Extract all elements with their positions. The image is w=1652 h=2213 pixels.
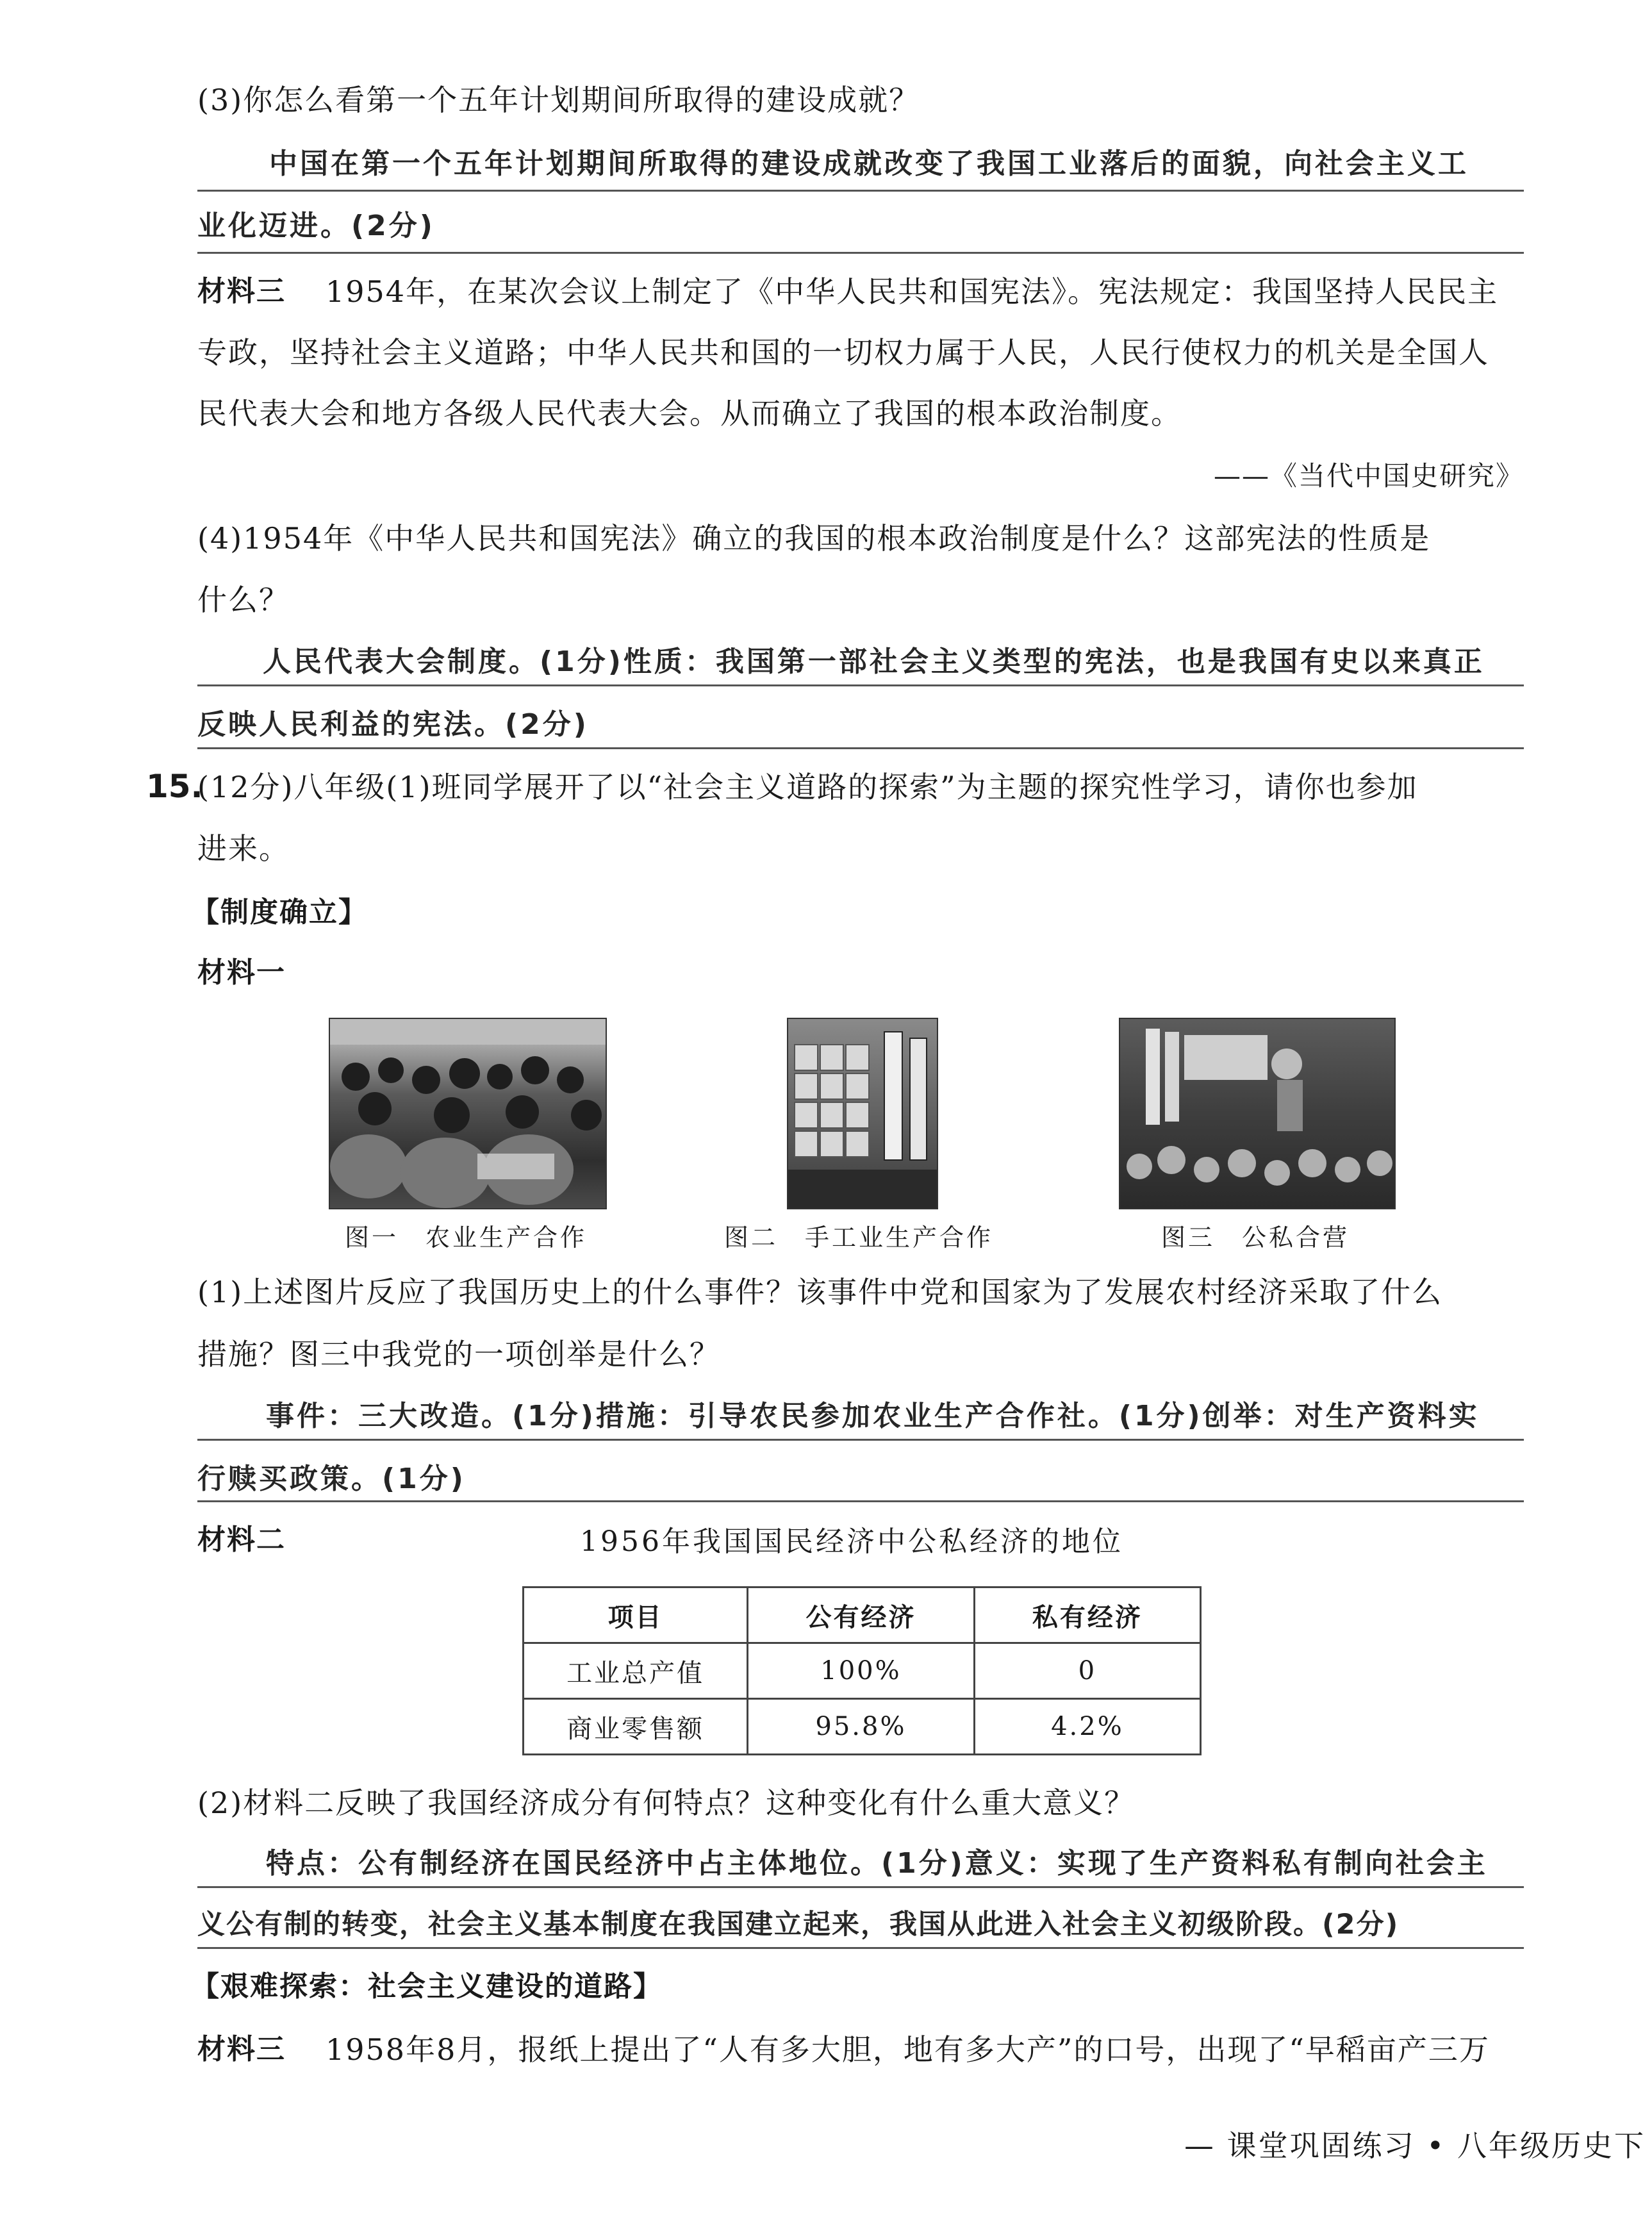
answer-rule	[197, 1886, 1524, 1888]
celebration-illustration	[1120, 1019, 1394, 1208]
q15-stem-line1: (12分)八年级(1)班同学展开了以“社会主义道路的探索”为主题的探究性学习，请你也参加	[197, 770, 1418, 804]
q3-answer-line2: 业化迈进。(2分)	[197, 210, 435, 242]
table-header: 项目	[524, 1587, 748, 1643]
q3-question: (3)你怎么看第一个五年计划期间所取得的建设成就？	[197, 83, 920, 117]
page-footer: — 课堂巩固练习 • 八年级历史下	[1184, 2128, 1646, 2163]
material3b-label: 材料三	[197, 2033, 286, 2066]
material3a-label: 材料三	[197, 275, 286, 308]
stacked-goods-illustration	[788, 1019, 937, 1208]
q15-stem-line2: 进来。	[197, 831, 290, 866]
section-heading-exploration: 【艰难探索：社会主义建设的道路】	[191, 1970, 663, 2003]
q4-question-line1: (4)1954年《中华人民共和国宪法》确立的我国的根本政治制度是什么？这部宪法的性质是	[197, 521, 1431, 556]
photo-joint-state-private	[1119, 1018, 1396, 1209]
table-header: 公有经济	[748, 1587, 975, 1643]
q15-1-question-line1: (1)上述图片反应了我国历史上的什么事件？该事件中党和国家为了发展农村经济采取了什么	[197, 1275, 1443, 1309]
material1-label: 材料一	[197, 956, 286, 989]
table-header-row	[524, 1587, 1201, 1643]
material3b-line1: 1958年8月，报纸上提出了“人有多大胆，地有多大产”的口号，出现了“早稻亩产三万	[326, 2032, 1490, 2067]
answer-rule	[197, 747, 1524, 749]
q4-answer-line1: 人民代表大会制度。(1分)性质：我国第一部社会主义类型的宪法，也是我国有史以来真正	[263, 645, 1485, 678]
table-row	[524, 1643, 1201, 1699]
q15-2-question: (2)材料二反映了我国经济成分有何特点？这种变化有什么重大意义？	[197, 1786, 1136, 1820]
table-cell: 0	[974, 1643, 1200, 1699]
q4-question-line2: 什么？	[197, 583, 290, 617]
table-header: 私有经济	[974, 1587, 1200, 1643]
material2-label: 材料二	[197, 1523, 286, 1556]
economy-table	[522, 1586, 1202, 1755]
crowd-illustration	[330, 1019, 606, 1208]
photo3-caption: 图三 公私合营	[1161, 1223, 1350, 1252]
answer-rule	[197, 1500, 1524, 1502]
q15-1-question-line2: 措施？图三中我党的一项创举是什么？	[197, 1337, 720, 1372]
table-cell: 商业零售额	[524, 1699, 748, 1755]
answer-rule	[197, 190, 1524, 192]
material3a-line2: 专政，坚持社会主义道路；中华人民共和国的一切权力属于人民，人民行使权力的机关是全国人	[197, 335, 1489, 370]
table-row	[524, 1699, 1201, 1755]
material3a-line3: 民代表大会和地方各级人民代表大会。从而确立了我国的根本政治制度。	[197, 396, 1182, 431]
q15-2-answer-line2: 义公有制的转变，社会主义基本制度在我国建立起来，我国从此进入社会主义初级阶段。(2分)	[197, 1909, 1400, 1941]
q15-1-answer-line2: 行赎买政策。(1分)	[197, 1463, 466, 1495]
table-cell: 100%	[748, 1643, 975, 1699]
table-cell: 工业总产值	[524, 1643, 748, 1699]
answer-rule	[197, 252, 1524, 254]
q4-answer-line2: 反映人民利益的宪法。(2分)	[197, 708, 589, 741]
table-cell: 95.8%	[748, 1699, 975, 1755]
answer-rule	[197, 1439, 1524, 1441]
table-cell: 4.2%	[974, 1699, 1200, 1755]
answer-rule	[197, 684, 1524, 686]
material3a-source: ——《当代中国史研究》	[1213, 460, 1524, 492]
photo1-caption: 图一 农业生产合作	[345, 1223, 588, 1252]
section-heading-system: 【制度确立】	[191, 896, 368, 929]
photo2-caption: 图二 手工业生产合作	[724, 1223, 994, 1252]
material3a-line1: 1954年，在某次会议上制定了《中华人民共和国宪法》。宪法规定：我国坚持人民民主	[326, 274, 1499, 309]
q15-number: 15.	[146, 768, 203, 805]
table-title: 1956年我国国民经济中公私经济的地位	[580, 1525, 1123, 1558]
photo-agricultural-cooperation	[329, 1018, 607, 1209]
q3-answer-line1: 中国在第一个五年计划期间所取得的建设成就改变了我国工业落后的面貌，向社会主义工	[269, 147, 1469, 180]
q15-1-answer-line1: 事件：三大改造。(1分)措施：引导农民参加农业生产合作社。(1分)创举：对生产资料实	[266, 1400, 1480, 1432]
answer-rule	[197, 1947, 1524, 1949]
photo-handicraft-cooperation	[787, 1018, 938, 1209]
q15-2-answer-line1: 特点：公有制经济在国民经济中占主体地位。(1分)意义：实现了生产资料私有制向社会主	[266, 1847, 1488, 1880]
